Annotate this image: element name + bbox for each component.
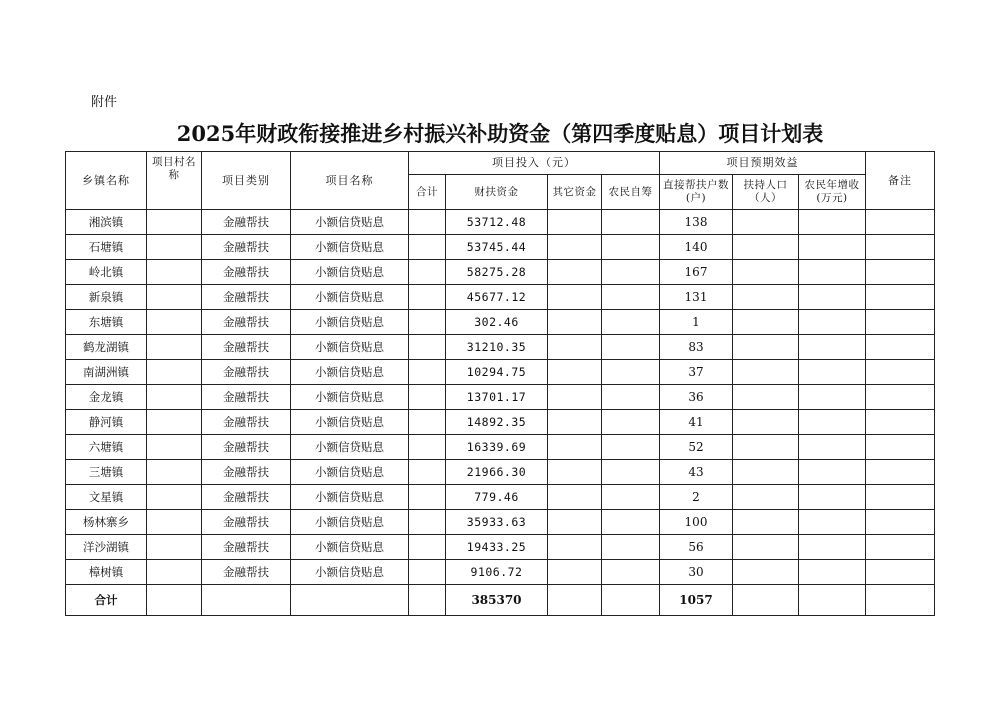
- cell-funds: 58275.28: [446, 260, 548, 285]
- total-label: 合计: [66, 585, 147, 616]
- cell-income: [799, 410, 866, 435]
- cell-remarks: [866, 285, 935, 310]
- cell-remarks: [866, 435, 935, 460]
- cell-population: [733, 210, 799, 235]
- cell-remarks: [866, 260, 935, 285]
- cell-remarks: [866, 560, 935, 585]
- cell-households: 56: [660, 535, 733, 560]
- cell-income: [799, 210, 866, 235]
- cell-town: 石塘镇: [66, 235, 147, 260]
- table-row: [66, 335, 935, 360]
- header-town: 乡镇名称: [66, 152, 147, 210]
- table-row: [66, 410, 935, 435]
- table-row: [66, 360, 935, 385]
- cell-project: 小额信贷贴息: [291, 260, 409, 285]
- cell-village: [147, 535, 202, 560]
- cell-income: [799, 260, 866, 285]
- cell-category: 金融帮扶: [202, 210, 291, 235]
- total-remarks-cell: [866, 585, 935, 616]
- cell-funds: 14892.35: [446, 410, 548, 435]
- cell-total: [409, 235, 446, 260]
- header-village: 项目村名称: [147, 152, 202, 210]
- cell-self: [602, 335, 660, 360]
- cell-population: [733, 360, 799, 385]
- cell-other: [548, 510, 602, 535]
- cell-town: 三塘镇: [66, 460, 147, 485]
- cell-village: [147, 385, 202, 410]
- cell-population: [733, 335, 799, 360]
- total-households: 1057: [660, 585, 733, 616]
- cell-population: [733, 460, 799, 485]
- table-row: [66, 460, 935, 485]
- header-other-funds: 其它资金: [548, 175, 602, 210]
- page-title: 2025年财政衔接推进乡村振兴补助资金（第四季度贴息）项目计划表: [176, 121, 824, 146]
- cell-project: 小额信贷贴息: [291, 535, 409, 560]
- header-project-name: 项目名称: [291, 152, 409, 210]
- total-population-cell: [733, 585, 799, 616]
- cell-other: [548, 360, 602, 385]
- cell-town: 樟树镇: [66, 560, 147, 585]
- cell-funds: 31210.35: [446, 335, 548, 360]
- table-row: [66, 385, 935, 410]
- cell-households: 140: [660, 235, 733, 260]
- cell-category: 金融帮扶: [202, 535, 291, 560]
- total-row: [66, 585, 935, 616]
- table-row: [66, 235, 935, 260]
- header-farmer-self: 农民自筹: [602, 175, 660, 210]
- plan-table: [65, 151, 935, 616]
- cell-households: 2: [660, 485, 733, 510]
- header-poverty-funds: 财扶资金: [446, 175, 548, 210]
- cell-category: 金融帮扶: [202, 285, 291, 310]
- cell-income: [799, 435, 866, 460]
- cell-town: 湘滨镇: [66, 210, 147, 235]
- cell-town: 新泉镇: [66, 285, 147, 310]
- cell-income: [799, 535, 866, 560]
- cell-funds: 21966.30: [446, 460, 548, 485]
- cell-population: [733, 535, 799, 560]
- cell-project: 小额信贷贴息: [291, 485, 409, 510]
- cell-total: [409, 560, 446, 585]
- cell-households: 100: [660, 510, 733, 535]
- cell-category: 金融帮扶: [202, 560, 291, 585]
- table-row: [66, 285, 935, 310]
- cell-population: [733, 560, 799, 585]
- cell-households: 37: [660, 360, 733, 385]
- cell-self: [602, 235, 660, 260]
- cell-funds: 779.46: [446, 485, 548, 510]
- cell-households: 36: [660, 385, 733, 410]
- cell-other: [548, 410, 602, 435]
- cell-village: [147, 410, 202, 435]
- cell-project: 小额信贷贴息: [291, 210, 409, 235]
- cell-other: [548, 235, 602, 260]
- cell-self: [602, 560, 660, 585]
- cell-project: 小额信贷贴息: [291, 360, 409, 385]
- cell-funds: 10294.75: [446, 360, 548, 385]
- cell-funds: 9106.72: [446, 560, 548, 585]
- cell-other: [548, 435, 602, 460]
- cell-population: [733, 260, 799, 285]
- cell-town: 南湖洲镇: [66, 360, 147, 385]
- cell-population: [733, 235, 799, 260]
- cell-income: [799, 510, 866, 535]
- total-funds: 385370: [446, 585, 548, 616]
- cell-income: [799, 460, 866, 485]
- cell-population: [733, 435, 799, 460]
- cell-population: [733, 385, 799, 410]
- cell-remarks: [866, 360, 935, 385]
- cell-category: 金融帮扶: [202, 435, 291, 460]
- cell-other: [548, 485, 602, 510]
- cell-project: 小额信贷贴息: [291, 385, 409, 410]
- cell-total: [409, 410, 446, 435]
- cell-total: [409, 510, 446, 535]
- cell-village: [147, 485, 202, 510]
- cell-other: [548, 210, 602, 235]
- cell-funds: 19433.25: [446, 535, 548, 560]
- cell-village: [147, 335, 202, 360]
- total-project-cell: [291, 585, 409, 616]
- cell-remarks: [866, 385, 935, 410]
- cell-households: 41: [660, 410, 733, 435]
- cell-self: [602, 385, 660, 410]
- cell-self: [602, 535, 660, 560]
- cell-town: 文星镇: [66, 485, 147, 510]
- cell-other: [548, 310, 602, 335]
- cell-households: 167: [660, 260, 733, 285]
- table-row: [66, 535, 935, 560]
- cell-category: 金融帮扶: [202, 335, 291, 360]
- header-households: 直接帮扶户数(户): [660, 175, 733, 210]
- table-row: [66, 210, 935, 235]
- cell-funds: 13701.17: [446, 385, 548, 410]
- cell-total: [409, 385, 446, 410]
- cell-self: [602, 360, 660, 385]
- cell-remarks: [866, 410, 935, 435]
- header-total: 合计: [409, 175, 446, 210]
- cell-funds: 35933.63: [446, 510, 548, 535]
- cell-village: [147, 510, 202, 535]
- cell-project: 小额信贷贴息: [291, 310, 409, 335]
- cell-population: [733, 310, 799, 335]
- table-row: [66, 560, 935, 585]
- table-row: [66, 435, 935, 460]
- cell-category: 金融帮扶: [202, 310, 291, 335]
- total-total-cell: [409, 585, 446, 616]
- cell-total: [409, 335, 446, 360]
- cell-self: [602, 435, 660, 460]
- cell-funds: 53712.48: [446, 210, 548, 235]
- cell-remarks: [866, 485, 935, 510]
- cell-other: [548, 560, 602, 585]
- cell-town: 洋沙湖镇: [66, 535, 147, 560]
- cell-category: 金融帮扶: [202, 235, 291, 260]
- cell-total: [409, 460, 446, 485]
- cell-funds: 302.46: [446, 310, 548, 335]
- cell-village: [147, 210, 202, 235]
- header-population: 扶持人口（人）: [733, 175, 799, 210]
- cell-total: [409, 285, 446, 310]
- cell-town: 金龙镇: [66, 385, 147, 410]
- total-income-cell: [799, 585, 866, 616]
- cell-village: [147, 435, 202, 460]
- cell-income: [799, 285, 866, 310]
- cell-total: [409, 360, 446, 385]
- cell-total: [409, 435, 446, 460]
- cell-town: 六塘镇: [66, 435, 147, 460]
- cell-population: [733, 285, 799, 310]
- cell-village: [147, 235, 202, 260]
- cell-village: [147, 360, 202, 385]
- cell-households: 30: [660, 560, 733, 585]
- cell-funds: 45677.12: [446, 285, 548, 310]
- cell-remarks: [866, 235, 935, 260]
- cell-remarks: [866, 510, 935, 535]
- cell-village: [147, 560, 202, 585]
- attachment-label: 附件: [91, 95, 118, 110]
- cell-other: [548, 335, 602, 360]
- cell-other: [548, 460, 602, 485]
- cell-households: 43: [660, 460, 733, 485]
- total-category-cell: [202, 585, 291, 616]
- cell-remarks: [866, 535, 935, 560]
- cell-self: [602, 510, 660, 535]
- cell-other: [548, 285, 602, 310]
- cell-town: 岭北镇: [66, 260, 147, 285]
- total-other-cell: [548, 585, 602, 616]
- cell-funds: 53745.44: [446, 235, 548, 260]
- table-row: [66, 260, 935, 285]
- cell-category: 金融帮扶: [202, 410, 291, 435]
- cell-town: 东塘镇: [66, 310, 147, 335]
- cell-village: [147, 260, 202, 285]
- cell-total: [409, 260, 446, 285]
- cell-income: [799, 235, 866, 260]
- cell-project: 小额信贷贴息: [291, 435, 409, 460]
- cell-project: 小额信贷贴息: [291, 235, 409, 260]
- cell-income: [799, 335, 866, 360]
- cell-self: [602, 210, 660, 235]
- header-investment-group: 项目投入（元）: [409, 152, 660, 175]
- cell-self: [602, 485, 660, 510]
- cell-total: [409, 310, 446, 335]
- cell-project: 小额信贷贴息: [291, 560, 409, 585]
- cell-total: [409, 535, 446, 560]
- cell-village: [147, 460, 202, 485]
- cell-category: 金融帮扶: [202, 260, 291, 285]
- cell-category: 金融帮扶: [202, 510, 291, 535]
- cell-households: 52: [660, 435, 733, 460]
- cell-income: [799, 485, 866, 510]
- cell-households: 138: [660, 210, 733, 235]
- cell-project: 小额信贷贴息: [291, 510, 409, 535]
- cell-project: 小额信贷贴息: [291, 460, 409, 485]
- cell-village: [147, 310, 202, 335]
- cell-town: 静河镇: [66, 410, 147, 435]
- header-income: 农民年增收(万元): [799, 175, 866, 210]
- cell-population: [733, 410, 799, 435]
- cell-households: 131: [660, 285, 733, 310]
- header-category: 项目类别: [202, 152, 291, 210]
- cell-self: [602, 285, 660, 310]
- cell-remarks: [866, 310, 935, 335]
- cell-remarks: [866, 210, 935, 235]
- cell-category: 金融帮扶: [202, 485, 291, 510]
- cell-funds: 16339.69: [446, 435, 548, 460]
- cell-other: [548, 535, 602, 560]
- cell-households: 1: [660, 310, 733, 335]
- cell-town: 杨林寨乡: [66, 510, 147, 535]
- cell-village: [147, 285, 202, 310]
- cell-other: [548, 385, 602, 410]
- cell-category: 金融帮扶: [202, 460, 291, 485]
- table-row: [66, 485, 935, 510]
- cell-project: 小额信贷贴息: [291, 410, 409, 435]
- cell-town: 鹤龙湖镇: [66, 335, 147, 360]
- table-body: [66, 210, 935, 585]
- cell-remarks: [866, 335, 935, 360]
- cell-self: [602, 260, 660, 285]
- total-self-cell: [602, 585, 660, 616]
- table-row: [66, 510, 935, 535]
- cell-other: [548, 260, 602, 285]
- cell-project: 小额信贷贴息: [291, 335, 409, 360]
- cell-income: [799, 560, 866, 585]
- cell-income: [799, 360, 866, 385]
- cell-category: 金融帮扶: [202, 385, 291, 410]
- cell-population: [733, 485, 799, 510]
- cell-remarks: [866, 460, 935, 485]
- cell-category: 金融帮扶: [202, 360, 291, 385]
- cell-income: [799, 385, 866, 410]
- cell-project: 小额信贷贴息: [291, 285, 409, 310]
- cell-self: [602, 410, 660, 435]
- table-row: [66, 310, 935, 335]
- cell-income: [799, 310, 866, 335]
- cell-households: 83: [660, 335, 733, 360]
- cell-population: [733, 510, 799, 535]
- total-village-cell: [147, 585, 202, 616]
- cell-total: [409, 485, 446, 510]
- header-remarks: 备注: [866, 152, 935, 210]
- cell-self: [602, 310, 660, 335]
- cell-total: [409, 210, 446, 235]
- cell-self: [602, 460, 660, 485]
- header-benefit-group: 项目预期效益: [660, 152, 866, 175]
